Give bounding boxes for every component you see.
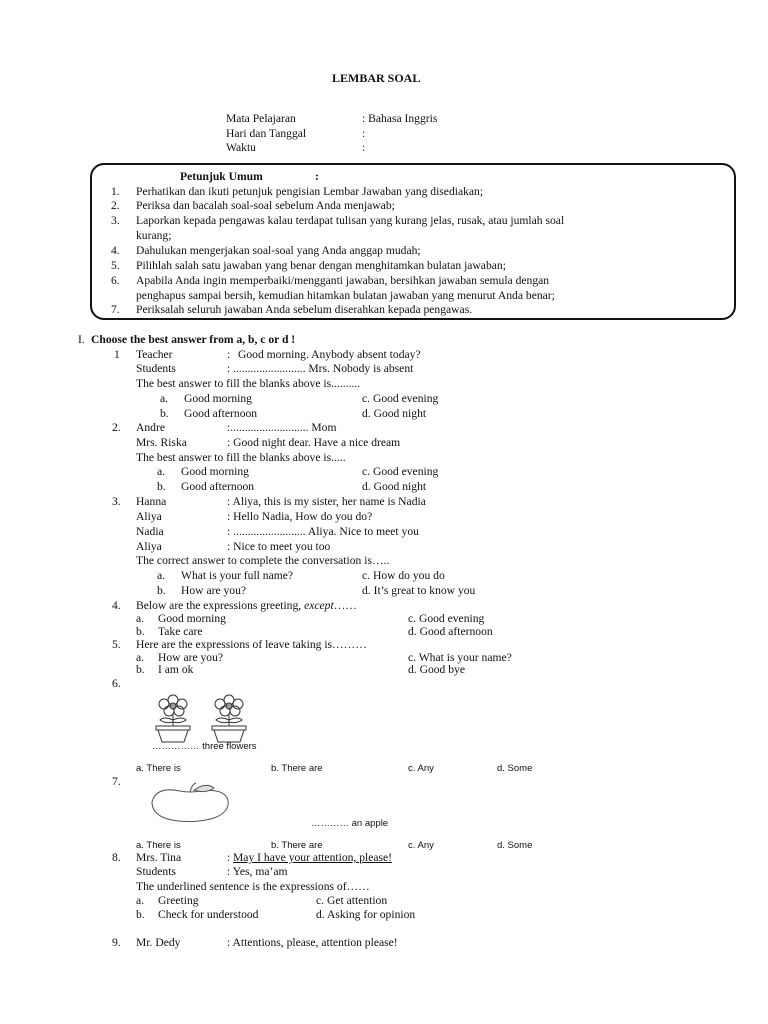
instruction-text: Laporkan kepada pengawas kalau terdapat tulisan yang kurang jelas, rusak, atau jumlah soal (136, 214, 565, 227)
option-d: d. Good afternoon (408, 625, 493, 638)
instruction-text: Apabila Anda ingin memperbaiki/mengganti jawaban, bersihkan jawaban semula dengan (136, 274, 550, 287)
instruction-num: 7. (111, 303, 120, 316)
option-d: d. Good night (362, 407, 427, 420)
instructions-heading: Petunjuk Umum (180, 170, 263, 183)
option-letter: b. (136, 908, 145, 921)
option-b: Take care (158, 625, 203, 638)
dialog-text: :........................... Mom (227, 421, 337, 434)
dialog-text-underlined: May I have your attention, please! (233, 851, 393, 864)
option-d: d. Some (497, 763, 533, 774)
instruction-num: 3. (111, 214, 120, 227)
instruction-text: Dahulukan mengerjakan soal-soal yang Anda anggap mudah; (136, 244, 421, 257)
option-letter: a. (136, 612, 145, 625)
question-prompt: The best answer to fill the blanks above is..... (136, 451, 346, 464)
dialog-speaker: Teacher (136, 348, 173, 361)
page-title: LEMBAR SOAL (332, 71, 421, 85)
dialog-text: : ......................... Aliya. Nice to meet you (227, 525, 419, 538)
dialog-sep: : (227, 851, 231, 864)
question-prompt: The best answer to fill the blanks above is.......... (136, 377, 361, 390)
dialog-text: : Yes, ma’am (227, 865, 288, 878)
meta-label-time: Waktu (226, 141, 256, 154)
flower-pots-illustration (150, 694, 260, 744)
option-c: c. Good evening (362, 465, 439, 478)
meta-value-date: : (362, 127, 366, 140)
dialog-text: : Attentions, please, attention please! (227, 936, 398, 949)
meta-value-time: : (362, 141, 366, 154)
question-number: 7. (112, 775, 121, 788)
option-d: d. Asking for opinion (316, 908, 416, 921)
flower-pot-icon (212, 695, 246, 742)
dialog-text: Good morning. Anybody absent today? (238, 348, 421, 361)
option-letter: a. (157, 465, 166, 478)
meta-label-subject: Mata Pelajaran (226, 112, 296, 125)
option-c: c. Any (408, 763, 434, 774)
instruction-text-cont: kurang; (136, 229, 172, 242)
section-title: Choose the best answer from a, b, c or d ! (91, 333, 296, 346)
option-letter: b. (136, 625, 145, 638)
option-d: d. Good night (362, 480, 427, 493)
instruction-num: 5. (111, 259, 120, 272)
option-letter: b. (157, 480, 166, 493)
question-prompt: The correct answer to complete the conversation is….. (136, 554, 390, 567)
option-a: Good morning (184, 392, 252, 405)
instruction-num: 1. (111, 185, 120, 198)
question-prompt: Here are the expressions of leave taking is……… (136, 638, 367, 651)
question-number: 6. (112, 677, 121, 690)
instruction-num: 4. (111, 244, 120, 257)
option-letter: a. (157, 569, 166, 582)
option-b: Check for understood (158, 908, 259, 921)
option-a: Good morning (158, 612, 226, 625)
option-d: d. Good bye (408, 663, 465, 676)
prompt-text: Below are the expressions greeting, (136, 599, 302, 612)
option-letter: a. (136, 651, 145, 664)
dialog-text: ......................... Mrs. Nobody is absent (233, 362, 414, 375)
question-number: 3. (112, 495, 121, 508)
question-number: 1 (114, 348, 120, 361)
dialog-speaker: Andre (136, 421, 165, 434)
instruction-text: Perhatikan dan ikuti petunjuk pengisian Lembar Jawaban yang disediakan; (136, 185, 484, 198)
option-a: What is your full name? (181, 569, 294, 582)
option-b: b. There are (271, 763, 323, 774)
instruction-text: Periksa dan bacalah soal-soal sebelum Anda menjawab; (136, 199, 395, 212)
question-prompt (136, 599, 357, 612)
caption-text: three flowers (202, 741, 257, 752)
option-a: Greeting (158, 894, 199, 907)
dialog-text: : Nice to meet you too (227, 540, 331, 553)
instruction-text: Periksalah seluruh jawaban Anda sebelum diserahkan kepada pengawas. (136, 303, 473, 316)
dialog-speaker: Students (136, 362, 176, 375)
question-number: 4. (112, 599, 121, 612)
option-letter: b. (157, 584, 166, 597)
dialog-sep: : (227, 362, 231, 375)
option-c: c. Any (408, 840, 434, 851)
section-number: I. (78, 333, 85, 346)
option-a: a. There is (136, 840, 181, 851)
dialog-speaker: Aliya (136, 540, 162, 553)
option-b: Good afternoon (184, 407, 258, 420)
option-b: How are you? (181, 584, 247, 597)
prompt-emphasis: except (304, 599, 334, 612)
option-letter: a. (160, 392, 169, 405)
option-letter: b. (160, 407, 169, 420)
option-c: c. What is your name? (408, 651, 512, 664)
instructions-colon: : (315, 170, 319, 183)
question-number: 5. (112, 638, 121, 651)
option-c: c. Good evening (408, 612, 485, 625)
option-b: Good afternoon (181, 480, 255, 493)
caption-dots: …………… (152, 741, 200, 752)
option-b: b. There are (271, 840, 323, 851)
caption-dots: ………… (311, 818, 349, 829)
prompt-end: …… (333, 599, 357, 612)
option-c: c. Get attention (316, 894, 388, 907)
dialog-text: : Hello Nadia, How do you do? (227, 510, 373, 523)
flower-pot-icon (156, 695, 190, 742)
option-b: I am ok (158, 663, 194, 676)
dialog-speaker: Students (136, 865, 176, 878)
question-prompt: The underlined sentence is the expressions of…… (136, 880, 370, 893)
dialog-speaker: Mr. Dedy (136, 936, 181, 949)
option-letter: a. (136, 894, 145, 907)
dialog-text: : Aliya, this is my sister, her name is Nadia (227, 495, 426, 508)
dialog-speaker: Nadia (136, 525, 164, 538)
image-caption (311, 818, 388, 829)
question-number: 2. (112, 421, 121, 434)
image-caption (152, 741, 257, 752)
option-d: d. Some (497, 840, 533, 851)
instruction-num: 2. (111, 199, 120, 212)
apple-illustration (148, 782, 234, 824)
dialog-speaker: Aliya (136, 510, 162, 523)
meta-label-date: Hari dan Tanggal (226, 127, 307, 140)
caption-text: an apple (351, 818, 389, 829)
instruction-num: 6. (111, 274, 120, 287)
option-a: How are you? (158, 651, 224, 664)
dialog-speaker: Hanna (136, 495, 167, 508)
dialog-text: : Good night dear. Have a nice dream (227, 436, 401, 449)
option-c: c. How do you do (362, 569, 445, 582)
instruction-text-cont: penghapus sampai bersih, kemudian hitamkan bulatan jawaban yang menurut Anda benar; (136, 289, 555, 302)
option-c: c. Good evening (362, 392, 439, 405)
instruction-text: Pilihlah salah satu jawaban yang benar dengan menghitamkan bulatan jawaban; (136, 259, 506, 272)
option-a: Good morning (181, 465, 249, 478)
option-letter: b. (136, 663, 145, 676)
option-d: d. It’s great to know you (362, 584, 476, 597)
dialog-speaker: Mrs. Riska (136, 436, 187, 449)
question-number: 8. (112, 851, 121, 864)
question-number: 9. (112, 936, 121, 949)
dialog-speaker: Mrs. Tina (136, 851, 182, 864)
option-a: a. There is (136, 763, 181, 774)
meta-value-subject: : Bahasa Inggris (362, 112, 438, 125)
dialog-sep: : (227, 348, 231, 361)
